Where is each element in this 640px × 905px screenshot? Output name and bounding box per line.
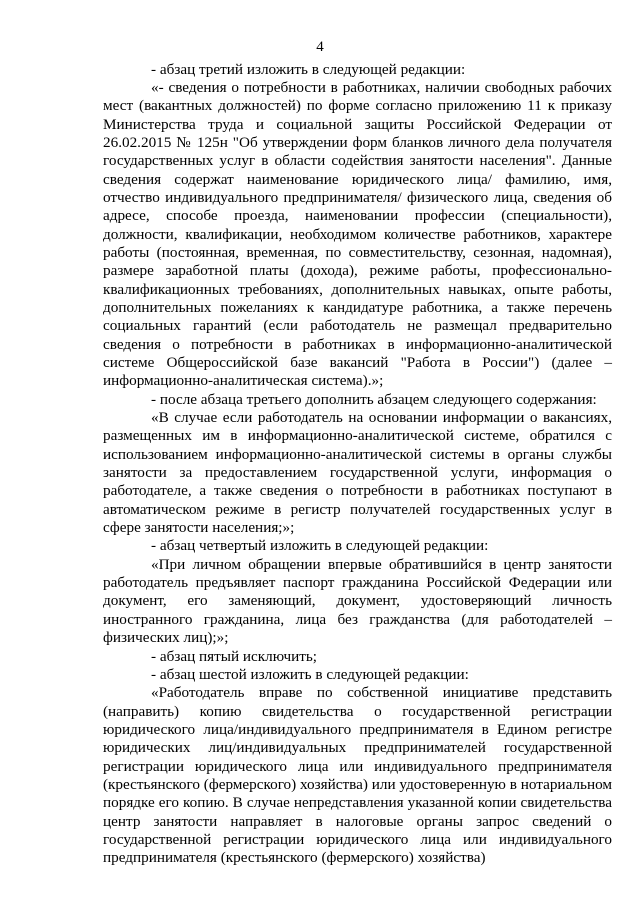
paragraph-personal-visit: «При личном обращении впервые обратившийся в центр занятости работодатель предъявляет паспорт гражданина Российской Федерации или документ, его заменяющий, документ, удостоверяющий личность иностранного гражданина, лица без гражданства (для работодателей – физических лиц);»; [103,555,612,647]
paragraph-employer-system: «В случае если работодатель на основании информации о вакансиях, размещенных им в информационно-аналитической системе, обратился с использованием информационно-аналитической системы в органы службы занятости за предоставлением государственной услуги, информация о работодателе, а также сведения о потребности в работниках поступают в автоматическом режиме в регистр получателей государственных услуг в сфере занятости населения;»; [103,409,612,537]
document-body [103,61,612,868]
paragraph-amend-sixth: - абзац шестой изложить в следующей редакции: [151,665,469,683]
paragraph-add-after-third: - после абзаца третьего дополнить абзацем следующего содержания: [151,390,597,408]
paragraph-amend-third: - абзац третий изложить в следующей редакции: [151,60,466,78]
paragraph-vacancy-info: «- сведения о потребности в работниках, наличии свободных рабочих мест (вакантных должностей) по форме согласно приложению 11 к приказу Министерства труда и социальной защиты Российской Федерации от 26.02.2015 № 125н "Об утверждении форм бланков личного дела получателя государственных услуг в области содействия занятости населения". Данные сведения содержат наименование юридического лица/ фамилию, имя, отчество индивидуального предпринимателя/ физического лица, сведения об адресе, способе проезда, наименовании профессии (специальности), должности, квалификации, необходимом количестве работников, характере работы (постоянная, временная, по совместительству, сезонная, надомная), размере заработной платы (дохода), режиме работы, профессионально-квалификационных требованиях, дополнительных навыках, опыте работы, дополнительных пожеланиях к кандидатуре работника, а также перечень социальных гарантий (если работодатель не размещал предварительно сведения о потребности в работниках в информационно-аналитической системе Общероссийской базе вакансий "Работа в России") (далее – информационно-аналитическая система).»; [103,78,612,390]
page-number: 4 [316,39,324,55]
paragraph-amend-fourth: - абзац четвертый изложить в следующей редакции: [151,537,489,555]
paragraph-registration-copy: «Работодатель вправе по собственной инициативе представить (направить) копию свидетельства о государственной регистрации юридического лица/индивидуального предпринимателя в Едином регистре юридических лиц/индивидуальных предпринимателей государственной регистрации юридического лица или индивидуального предпринимателя (крестьянского (фермерского) хозяйства) или удостоверенную в нотариальном порядке его копию. В случае непредставления указанной копии свидетельства центр занятости направляет в налоговые органы запрос сведений о государственной регистрации юридического лица или индивидуального предпринимателя (крестьянского (фермерского) хозяйства) [103,684,612,867]
paragraph-exclude-fifth: - абзац пятый исключить; [151,647,318,665]
